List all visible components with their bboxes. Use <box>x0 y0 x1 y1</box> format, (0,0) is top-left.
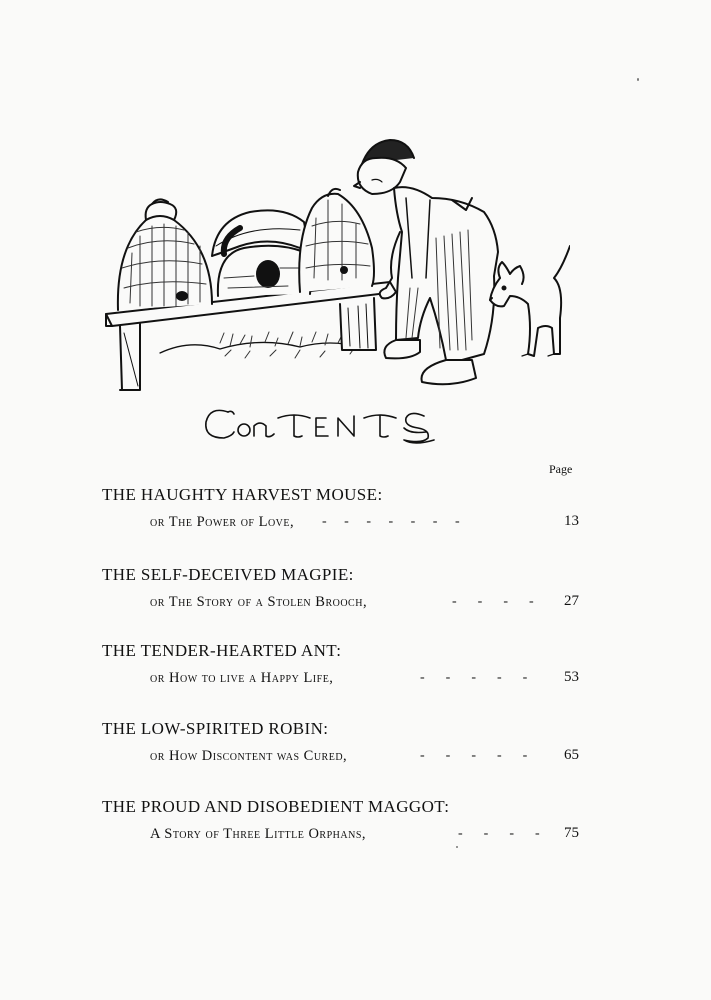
toc-page-number[interactable]: 27 <box>564 593 579 609</box>
toc-leader-dashes: - - - - - - - <box>322 514 460 529</box>
toc-entry-subtitle: or The Power of Love, <box>150 514 295 530</box>
toc-entry-subtitle: or How to live a Happy Life, <box>150 670 334 686</box>
toc-page-number[interactable]: 65 <box>564 747 579 763</box>
scan-speck <box>637 78 639 81</box>
contents-heading <box>198 398 478 448</box>
toc-entry-subtitle: A Story of Three Little Orphans, <box>150 826 367 842</box>
contents-lettering-icon <box>198 398 478 448</box>
page-column-label: Page <box>549 462 573 476</box>
toc-page-number[interactable]: 75 <box>564 825 579 841</box>
toc-entry-title[interactable]: THE HAUGHTY HARVEST MOUSE: <box>102 485 383 504</box>
toc-entry-title[interactable]: THE TENDER-HEARTED ANT: <box>102 641 342 660</box>
toc-page-number[interactable]: 53 <box>564 669 579 685</box>
scan-speck <box>456 846 458 848</box>
toc-page-number[interactable]: 13 <box>564 513 579 529</box>
toc-entry-subtitle: or How Discontent was Cured, <box>150 748 348 764</box>
toc-leader-dashes: - - - - <box>458 826 540 841</box>
toc-entry-title[interactable]: THE LOW-SPIRITED ROBIN: <box>102 719 329 738</box>
toc-leader-dashes: - - - - - <box>420 748 528 763</box>
beehive-illustration <box>100 128 570 400</box>
toc-entry-subtitle: or The Story of a Stolen Brooch, <box>150 594 368 610</box>
toc-leader-dashes: - - - - - <box>420 670 528 685</box>
toc-entry-title[interactable]: THE SELF-DECEIVED MAGPIE: <box>102 565 354 584</box>
toc-entry-title[interactable]: THE PROUD AND DISOBEDIENT MAGGOT: <box>102 797 450 816</box>
toc-leader-dashes: - - - - <box>452 594 534 609</box>
